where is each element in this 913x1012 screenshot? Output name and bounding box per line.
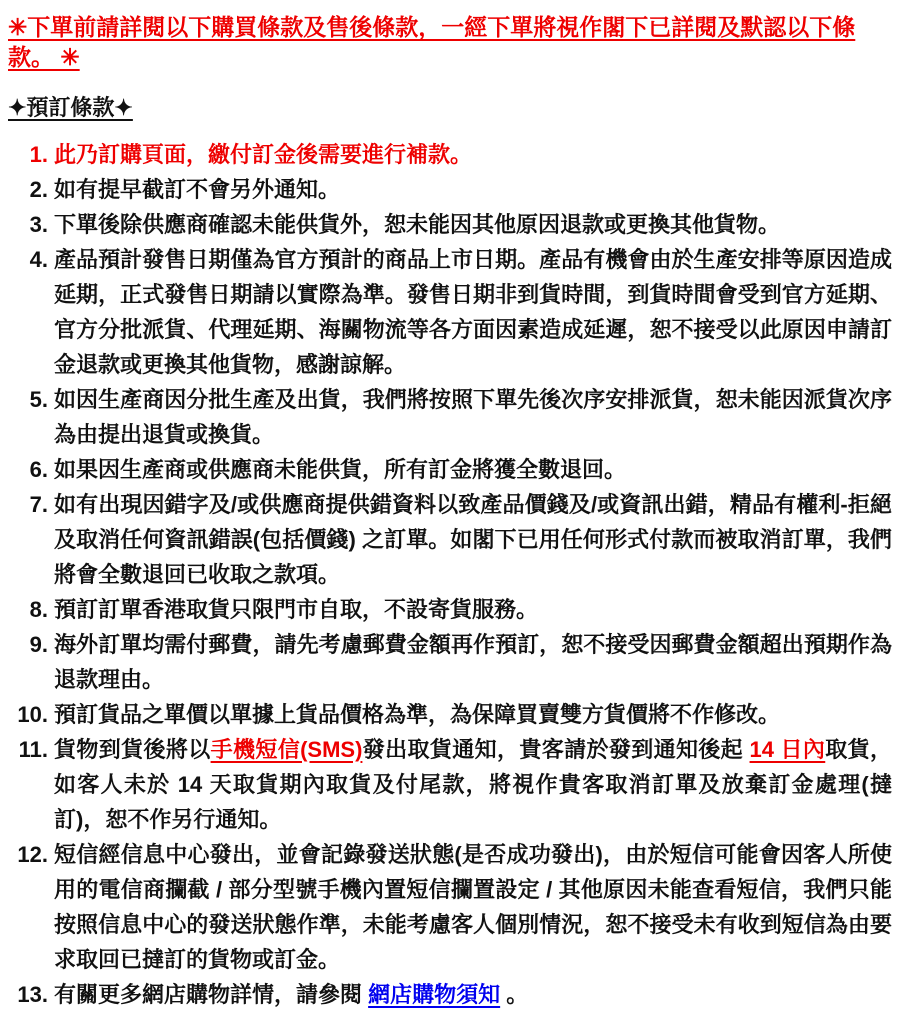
- term-item: [8, 592, 892, 627]
- term-number: 10.: [17, 702, 48, 727]
- term-item: [8, 697, 892, 732]
- term-text: 如果因生產商或供應商未能供貨，所有訂金將獲全數退回。: [54, 457, 627, 482]
- term-text: 預訂訂單香港取貨只限門市自取，不設寄貨服務。: [54, 597, 539, 622]
- term-text: 如有提早截訂不會另外通知。: [54, 177, 341, 202]
- term-number: 8.: [29, 597, 48, 622]
- term-text: 。: [500, 982, 529, 1007]
- term-text: 貨物到貨後將以: [54, 737, 211, 762]
- term-item: [8, 487, 892, 592]
- section-title-preorder-terms: ✦預訂條款✦: [8, 95, 133, 120]
- term-item: [8, 137, 892, 172]
- term-text: 短信經信息中心發出，並會記錄發送狀態(是否成功發出)，由於短信可能會因客人所使用的電信商攔截 / 部分型號手機內置短信攔置設定 / 其他原因未能查看短信，我們只能按照信息中心的發送狀態作準，未能考慮客人個別情況，恕不接受未有收到短信為由要求取回已撻訂的貨物或訂金。: [54, 842, 892, 972]
- term-number: 11.: [18, 737, 48, 762]
- term-item: [8, 627, 892, 697]
- term-number: 6.: [29, 457, 48, 482]
- term-number: 13.: [17, 982, 48, 1007]
- term-text: 此乃訂購頁面，繳付訂金後需要進行補款。: [54, 142, 473, 167]
- term-number: 5.: [29, 387, 48, 412]
- term-text: 下單後除供應商確認未能供貨外，恕未能因其他原因退款或更換其他貨物。: [54, 212, 781, 237]
- term-text: 預訂貨品之單價以單據上貨品價格為準，為保障買賣雙方貨價將不作修改。: [54, 702, 781, 727]
- term-item: [8, 242, 892, 382]
- term-text: 如有出現因錯字及/或供應商提供錯資料以致產品價錢及/或資訊出錯，精品有權利-拒絕及取消任何資訊錯誤(包括價錢) 之訂單。如閣下已用任何形式付款而被取消訂單，我們將會全數退回已收取之款項。: [54, 492, 892, 587]
- term-item: [8, 382, 892, 452]
- term-text: 發出取貨通知，貴客請於發到通知後起: [362, 737, 750, 762]
- term-number: 3.: [29, 212, 48, 237]
- term-text: 海外訂單均需付郵費，請先考慮郵費金額再作預訂，恕不接受因郵費金額超出預期作為退款理由。: [54, 632, 892, 692]
- terms-list: [8, 137, 892, 1012]
- term-number: 9.: [29, 632, 48, 657]
- term-text: 取貨，如客人未於 14 天取貨期內取貨及付尾款，將視作貴客取消訂單及放棄訂金處理(撻訂)，恕不作另行通知。: [54, 737, 892, 832]
- term-number: 2.: [29, 177, 48, 202]
- term-number: 1.: [29, 142, 48, 167]
- term-item: [8, 837, 892, 977]
- term-item: [8, 452, 892, 487]
- term-text: 手機短信(SMS): [210, 737, 363, 762]
- term-number: 7.: [29, 492, 48, 517]
- term-text: 有關更多網店購物詳情，請參閱: [54, 982, 369, 1007]
- term-item: [8, 172, 892, 207]
- term-item: [8, 977, 892, 1012]
- term-text: 如因生產商因分批生產及出貨，我們將按照下單先後次序安排派貨，恕未能因派貨次序為由提出退貨或換貨。: [54, 387, 892, 447]
- term-item: [8, 732, 892, 837]
- store-shopping-guide-link[interactable]: 網店購物須知: [368, 982, 501, 1007]
- term-number: 12.: [17, 842, 48, 867]
- term-text: 14 日內: [749, 737, 826, 762]
- term-number: 4.: [29, 247, 48, 272]
- term-item: [8, 207, 892, 242]
- term-text: 產品預計發售日期僅為官方預計的商品上市日期。產品有機會由於生產安排等原因造成延期，正式發售日期請以實際為準。發售日期非到貨時間，到貨時間會受到官方延期、官方分批派貨、代理延期、海關物流等各方面因素造成延遲，恕不接受以此原因申請訂金退款或更換其他貨物，感謝諒解。: [54, 247, 892, 377]
- notice-header: ✳下單前請詳閱以下購買條款及售後條款，一經下單將視作閣下已詳閱及默認以下條款。 ✳: [8, 14, 856, 70]
